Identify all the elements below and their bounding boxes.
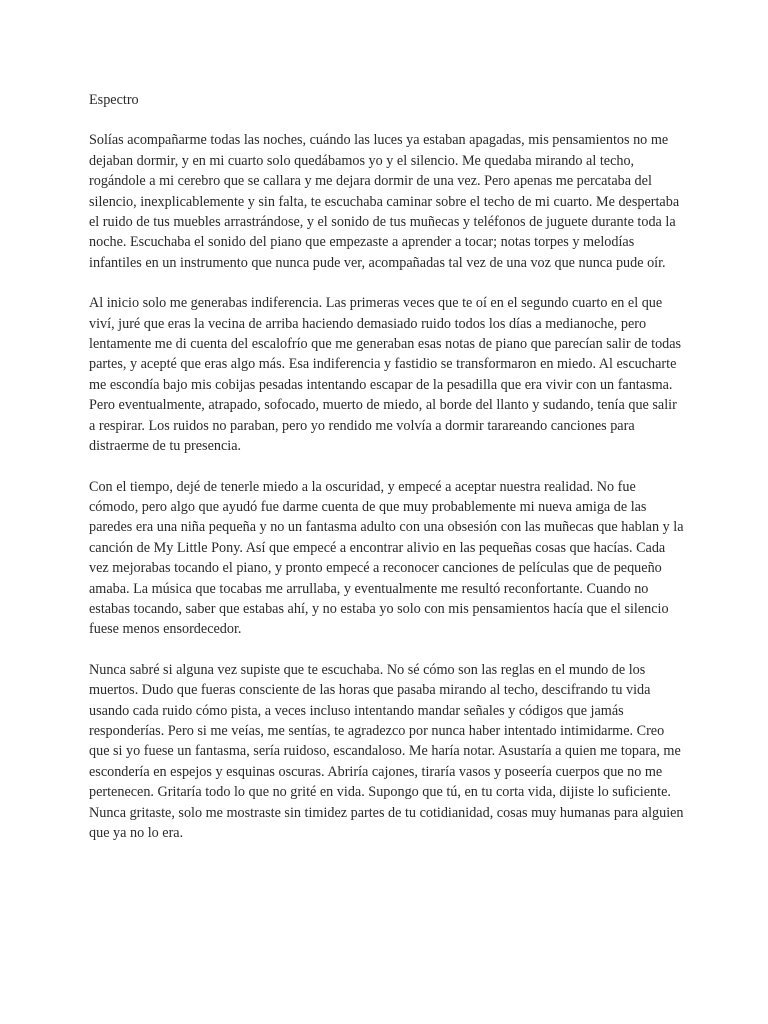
paragraph: Nunca sabré si alguna vez supiste que te escuchaba. No sé cómo son las reglas en el mundo de los muertos. Dudo que fueras consciente de las horas que pasaba mirando al techo, descifrando tu vida usando cada ruido cómo pista, a veces incluso intentando mandar señales y códigos que jamás responderías. Pero si me veías, me sentías, te agradezco por nunca haber intentado intimidarme. Creo que si yo fuese un fantasma, sería ruidoso, escandaloso. Me haría notar. Asustaría a quien me topara, me escondería en espejos y esquinas oscuras. Abriría cajones, tiraría vasos y poseería cuerpos que no me pertenecen. Gritaría todo lo que no grité en vida. Supongo que tú, en tu corta vida, dijiste lo suficiente. Nunca gritaste, solo me mostraste sin timidez partes de tu cotidianidad, cosas muy humanas para alguien que ya no lo era. <box>89 661 684 841</box>
paragraph: Al inicio solo me generabas indiferencia. Las primeras veces que te oí en el segundo cuarto en el que viví, juré que eras la vecina de arriba haciendo demasiado ruido todos los días a medianoche, pero lentamente me di cuenta del escalofrío que me generaban esas notas de piano que parecían salir de todas partes, y acepté que eras algo más. Esa indiferencia y fastidio se transformaron en miedo. Al escucharte me escondía bajo mis cobijas pesadas intentando escapar de la pesadilla que era vivir con un fantasma. Pero eventualmente, atrapado, sofocado, muerto de miedo, al borde del llanto y sudando, tenía que salir a respirar. Los ruidos no paraban, pero yo rendido me volvía a dormir tarareando canciones para distraerme de tu presencia. <box>89 295 682 455</box>
paragraph: Solías acompañarme todas las noches, cuándo las luces ya estaban apagadas, mis pensamientos no me dejaban dormir, y en mi cuarto solo quedábamos yo y el silencio. Me quedaba mirando al techo, rogándole a mi cerebro que se callara y me dejara dormir de una vez. Pero apenas me percataba del silencio, inexplicablemente y sin falta, te escuchaba caminar sobre el techo de mi cuarto. Me despertaba el ruido de tus muebles arrastrándose, y el sonido de tus muñecas y teléfonos de juguete durante toda la noche. Escuchaba el sonido del piano que empezaste a aprender a tocar; notas torpes y melodías infantiles en un instrumento que nunca pude ver, acompañadas tal vez de una voz que nunca pude oír. <box>89 132 680 271</box>
paragraph: Con el tiempo, dejé de tenerle miedo a la oscuridad, y empecé a aceptar nuestra realidad. No fue cómodo, pero algo que ayudó fue darme cuenta de que muy probablemente mi nueva amiga de las paredes era una niña pequeña y no un fantasma adulto con una obsesión con las muñecas que hablan y la canción de My Little Pony. Así que empecé a encontrar alivio en las pequeñas cosas que hacías. Cada vez mejorabas tocando el piano, y pronto empecé a reconocer canciones de películas que de pequeño amaba. La música que tocabas me arrullaba, y eventualmente me resultó reconfortante. Cuando no estabas tocando, saber que estabas ahí, y no estaba yo solo con mis pensamientos hacía que el silencio fuese menos ensordecedor. <box>89 478 684 638</box>
document-body <box>89 90 685 863</box>
document-title: Espectro <box>89 92 139 108</box>
